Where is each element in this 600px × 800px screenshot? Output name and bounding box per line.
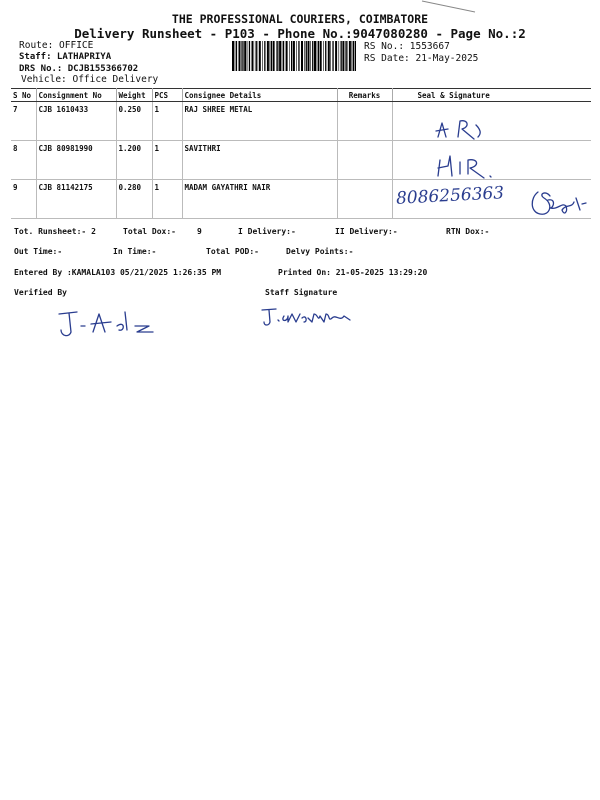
cell-remarks [337,141,392,180]
delivery-points: Delvy Points:- [286,247,354,256]
cell-weight: 1.200 [116,141,152,180]
rs-number: RS No.: 1553667 [364,41,450,52]
cell-sno: 8 [11,141,36,180]
row9-handwritten-phone: 8086256363 [395,183,505,209]
printed-on: Printed On: 21-05-2025 13:29:20 [278,268,428,277]
entered-by: Entered By :KAMALA103 05/21/2025 1:26:35 PM [14,268,222,277]
staff-signature [258,304,358,330]
total-runsheet: Tot. Runsheet:- 2 [14,227,96,236]
total-dox-value: 9 [197,227,202,236]
cell-remarks [337,102,392,141]
col-remarks: Remarks [337,89,392,102]
table-header-row [11,89,591,102]
cell-weight: 0.280 [116,180,152,219]
cell-consignee: MADAM GAYATHRI NAIR [182,180,337,219]
cell-weight: 0.250 [116,102,152,141]
cell-consignment: CJB 1610433 [36,102,116,141]
out-time: Out Time:- [14,247,63,256]
row9-signature [528,186,590,220]
vehicle-label: Vehicle: Office Delivery [21,74,159,85]
cell-consignment: CJB 81142175 [36,180,116,219]
runsheet-title: Delivery Runsheet - P103 - Phone No.:9047080280 - Page No.:2 [74,26,526,41]
total-pod: Total POD:- [206,247,259,256]
col-weight: Weight [116,89,152,102]
company-title: THE PROFESSIONAL COURIERS, COIMBATORE [171,12,429,26]
col-consignee: Consignee Details [182,89,337,102]
i-delivery: I Delivery:- [238,227,296,236]
col-sno: S No [11,89,36,102]
route-label: Route: OFFICE [19,40,94,51]
verified-by-label: Verified By [14,288,67,297]
drs-number: DRS No.: DCJB155366702 [19,64,139,74]
rtn-dox: RTN Dox:- [446,227,490,236]
col-consignment: Consignment No [36,89,116,102]
cell-consignment: CJB 80981990 [36,141,116,180]
staff-label: Staff: LATHAPRIYA [19,52,112,62]
cell-remarks [337,180,392,219]
cell-pcs: 1 [152,102,182,141]
row7-signature [430,115,500,145]
cell-consignee: SAVITHRI [182,141,337,180]
table-row [11,102,591,141]
col-pcs: PCS [152,89,182,102]
rs-date: RS Date: 21-May-2025 [364,53,479,64]
col-seal-signature: Seal & Signature [392,89,591,102]
cell-pcs: 1 [152,180,182,219]
cell-pcs: 1 [152,141,182,180]
row8-signature [432,152,507,182]
total-dox-label: Total Dox:- [123,227,176,236]
cell-consignee: RAJ SHREE METAL [182,102,337,141]
in-time: In Time:- [113,247,157,256]
ii-delivery: II Delivery:- [335,227,398,236]
cell-sno: 7 [11,102,36,141]
barcode-image [231,41,356,71]
staff-signature-label: Staff Signature [265,288,338,297]
verified-by-signature [55,306,165,340]
cell-sno: 9 [11,180,36,219]
